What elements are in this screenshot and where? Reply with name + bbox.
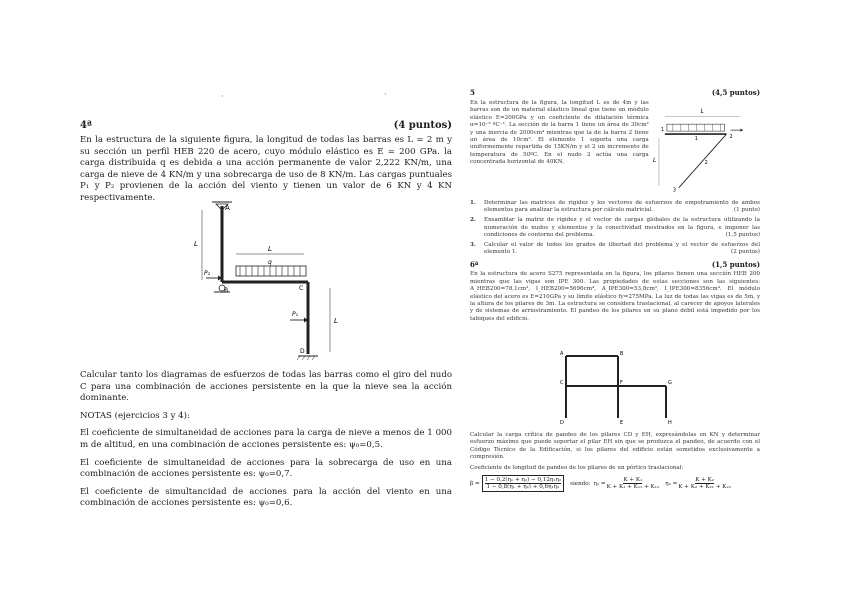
formula-caption: Coeficiente de longitud de pandeo de los pilares de un pórtico traslacional: [470, 464, 684, 471]
fig4-label-P2: P₂ [204, 270, 211, 277]
fig4-label-P1: P₁ [292, 311, 299, 318]
exercise-6-number: 6ª [470, 260, 479, 270]
exercise-6-header [470, 260, 760, 269]
fig5-label-elem2: 2 [704, 159, 708, 166]
exercise-4-task: Calcular tanto los diagramas de esfuerzos de todas las barras como el giro del nudo C para una combinación de acciones persistente en la que la nieve sea la acción dominante. [80, 370, 452, 404]
buckling-formula: β = $\frac{\text{1 − 0,2(η₁ + η₂) − 0,12η₁η₂}}{\text{1 − 0,8(η₁ + η₂) + 0,6η₁η₂}}$ siendo: η₁ = $\frac{\text{K + K₁}}{\text{K + K₁ + K₁₁ + K₁₂}}$ η₂ = $\frac{\text{K + K₂}}{\text{K + K₂ + K₂₁ + K₂₂}}$ [470, 477, 731, 491]
fig4-label-C: C [299, 285, 304, 292]
fig4-label-D: D [300, 348, 305, 355]
fig6-label-F: F [620, 380, 623, 386]
question-3: 3. Calcular el valor de todos los grados de libertad del problema y el vector de esfuerzos del elemento 1. (2 puntos) [470, 242, 760, 256]
fig6-label-B: B [620, 351, 624, 357]
exercise-4-task-block [80, 370, 452, 510]
fig6-label-D: D [560, 420, 564, 426]
fig4-label-B: B [224, 287, 229, 294]
fig5-label-L-top: L [700, 108, 704, 116]
fig6-label-E: E [620, 420, 624, 426]
exercise-5-figure [653, 100, 760, 196]
fig4-label-A: A [225, 204, 230, 212]
stray-mark-1: · [221, 92, 224, 101]
fig6-label-H: H [668, 420, 672, 426]
exercise-6-points: (1,5 puntos) [711, 260, 760, 270]
exercise-5-intro: En la estructura de la figura, la longitud L es de 4m y las barras son de un material elástico lineal que tiene un módulo elástico E=200GPa y un coeficiente de dilatación térmica α=10⁻⁵ ºC⁻¹. La sección de la barra 1 tiene un área de 30cm² y una inercia de 2000cm⁴ mientras que la de la barra 2 tiene un área de 10cm². El elemento 1 soporta una carga uniformemente repartida de 15KN/m y el 2 un incremento de temperatura de 50ºC. En el nudo 2 actúa una carga concentrada horizontal de 40KN. [470, 100, 649, 166]
fig5-label-node1: 1 [660, 127, 664, 134]
fig5-label-node2: 2 [729, 134, 733, 141]
question-1: 1. Determinar las matrices de rigidez y los vectores de esfuerzos de empotramiento de ambos elementos para analizar la estructura por cálculo matricial. (1 punto) [470, 200, 760, 214]
fig6-label-C: C [560, 380, 564, 386]
exercise-4-intro: En la estructura de la siguiente figura, la longitud de todas las barras es L = 2 m y su sección un perfil HEB 220 de acero, cuyo módulo elástico es E = 200 GPa. la carga distribuida q es debida a una acción permanente de valor 2,222 KN/m, una carga de nieve de 4 KN/m y una sobrecarga de uso de 8 KN/m. Las cargas puntuales P₁ y P₂ provienen de la acción del viento y tienen un valor de 6 KN y 4 KN respectivamente. [80, 135, 452, 203]
exercise-6-task-block [470, 432, 760, 492]
fig6-label-G: G [668, 380, 672, 386]
note-2: El coeficiente de simultaneidad de acciones para la sobrecarga de uso en una combinación de acciones persistente es: ψ₀=0,7. [80, 457, 452, 480]
fig5-label-L-left: L [652, 156, 657, 164]
exercise-5-points: (4,5 puntos) [711, 88, 760, 97]
exercise-5-number: 5 [470, 88, 475, 97]
exercise-6-task: Calcular la carga crítica de pandeo de los pilares CD y EH, expresándolas en KN y determinar esfuerzo máximo que puede soportar el pilar EH sin que se produzca el pandeo, de acuerdo con el Código Técnico de la Edificación, si los pilares del edificio están sometidos exclusivamente a compresión. [470, 432, 760, 461]
exercise-6-intro: En la estructura de acero S275 representada en la figura, los pilares tienen una sección HEB 200 mientras que las vigas son IPE 300. Las propiedades de estas secciones son las siguientes: A_HEB200=78,1cm², I_HEB200=5696cm⁴, A_IPE300=53,8cm², I_IPE300=8356cm⁴. El módulo elástico del acero es E=210GPa y su límite elástico fy=275MPa. La luz de todas las vigas es de 5m, y la altura de los pilares de 3m. La estructura se considera traslacional, al carecer de apoyos laterales y de sistemas de arriostramiento. El pandeo de los pilares en su plano débil está impedido por los tabiques del edificio. [470, 271, 760, 322]
fig6-label-A: A [560, 351, 564, 357]
exercise-6 [470, 260, 760, 323]
exercise-5 [470, 88, 760, 323]
notes-title: NOTAS (ejercicios 3 y 4): [80, 410, 190, 421]
exercise-5-header [470, 88, 760, 97]
exercise-4-figure [180, 196, 350, 366]
question-2: 2. Ensamblar la matriz de rigidez y el vector de cargas globales de la estructura utilizando la numeración de nudos y elementos y la conectividad mostrados en la figura, e imponer las condiciones de contorno del problema. (1,5 puntos) [470, 217, 760, 238]
exercise-4-header [80, 120, 452, 131]
exercise-4-number: 4ª [80, 120, 92, 131]
fig4-label-L-top: L [268, 245, 272, 253]
exercise-6-figure [552, 348, 682, 428]
fig5-label-elem1: 1 [694, 136, 698, 143]
fig4-label-q: q [268, 259, 272, 266]
stray-mark-2: · [384, 90, 387, 99]
fig5-label-node3: 3 [672, 187, 676, 194]
note-1: El coeficiente de simultaneidad de acciones para la carga de nieve a menos de 1 000 m de altitud, en una combinación de acciones persistente es: ψ₀=0,5. [80, 428, 452, 450]
exercise-5-questions [470, 200, 760, 256]
exercise-4 [80, 120, 452, 205]
note-3: El coeficiente de simultancidad de acciones para la acción del viento en una combinación de acciones persistente es: ψ₀=0,6. [80, 486, 452, 509]
exercise-4-points: (4 puntos) [393, 120, 452, 131]
fig4-label-L-left: L [194, 240, 198, 248]
fig4-label-L-right: L [334, 317, 338, 325]
